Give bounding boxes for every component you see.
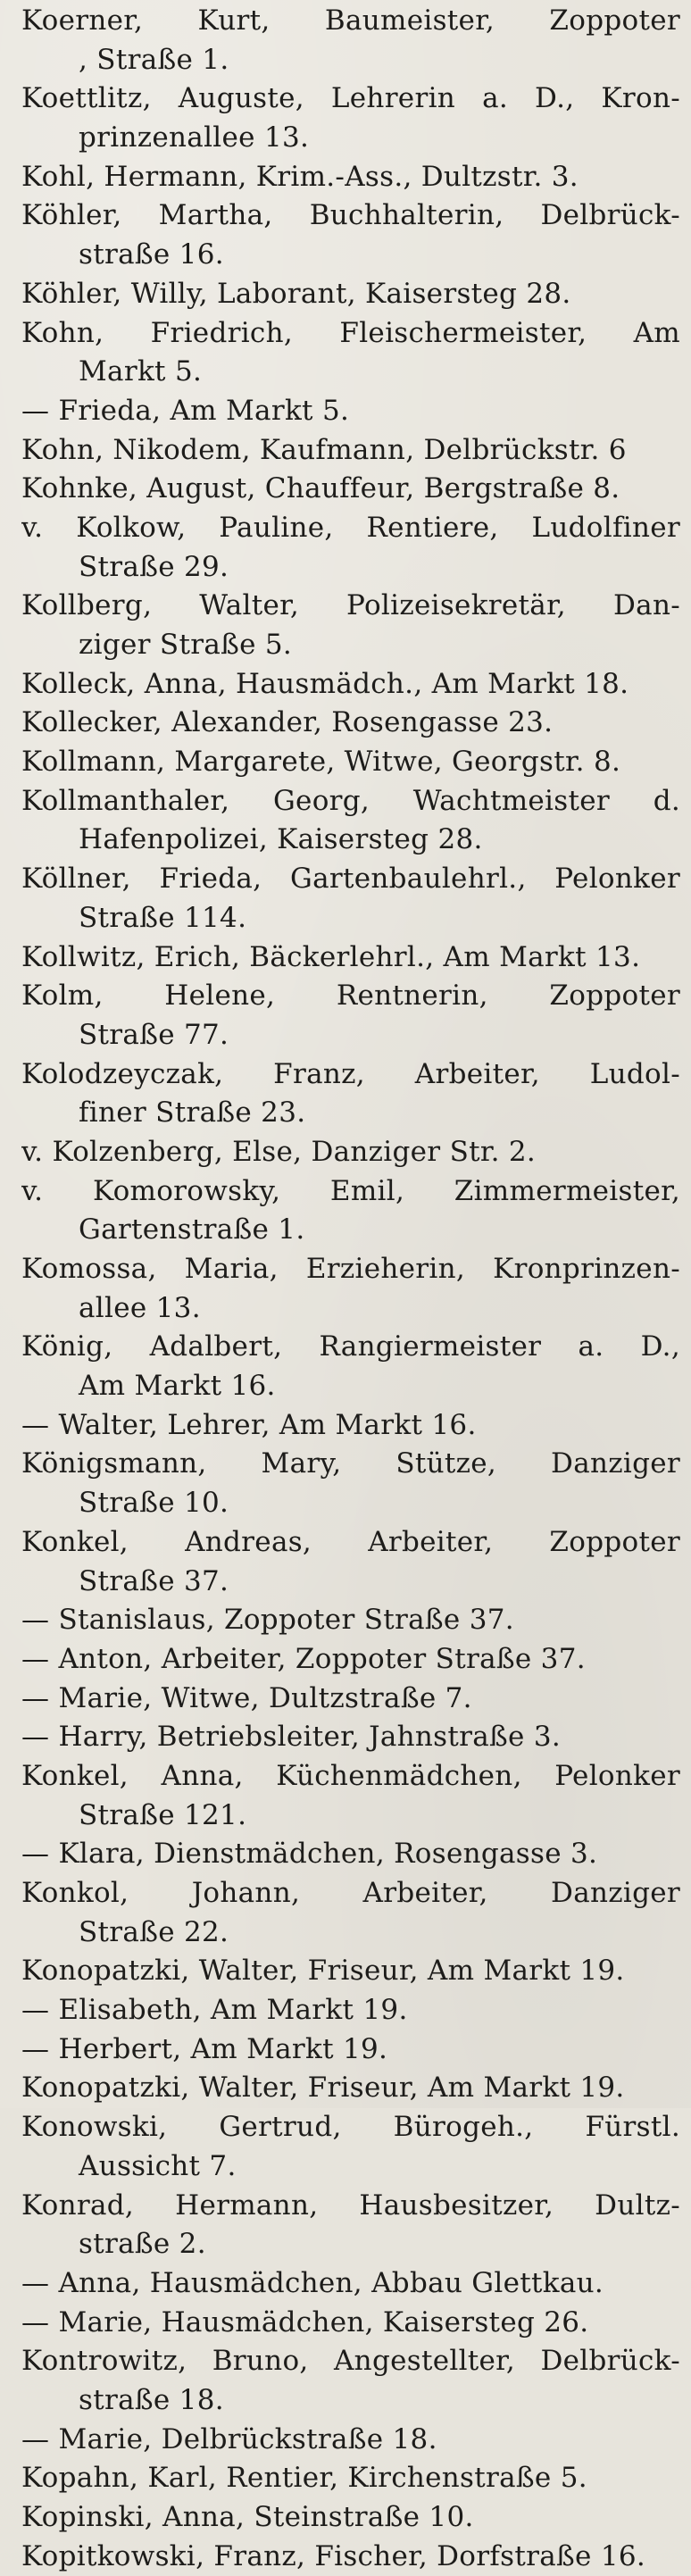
directory-entry: [21, 704, 680, 743]
entry-line: — Harry, Betriebsleiter, Jahnstraße 3.: [21, 1721, 562, 1754]
entry-line: Konopatzki, Walter, Friseur, Am Markt 19.: [21, 1955, 625, 1988]
entry-line: Köhler, Willy, Laborant, Kaisersteg 28.: [21, 277, 571, 310]
entry-line: König, Adalbert, Rangiermeister a. D.,: [21, 1330, 680, 1363]
entry-line: Kollmanthaler, Georg, Wachtmeister d.: [21, 784, 680, 817]
entry-line: Kopahn, Karl, Rentier, Kirchenstraße 5.: [21, 2462, 587, 2495]
entry-line: v. Kolkow, Pauline, Rentiere, Ludolfiner: [21, 511, 680, 544]
entry-continuation-line: straße 16.: [79, 238, 224, 271]
entry-line: v. Kolzenberg, Else, Danziger Str. 2.: [21, 1135, 537, 1168]
directory-entry: [21, 2264, 680, 2304]
entry-continuation-line: finer Straße 23.: [79, 1096, 306, 1130]
directory-entry: [21, 2421, 680, 2460]
directory-entry: [21, 1640, 680, 1680]
entry-line: Kopinski, Anna, Steinstraße 10.: [21, 2501, 474, 2533]
directory-entry: [21, 938, 680, 978]
directory-entry: [21, 2069, 680, 2108]
directory-entry: [21, 2304, 680, 2343]
entry-line: — Marie, Hausmädchen, Kaisersteg 26.: [21, 2305, 589, 2338]
directory-entry: [21, 587, 680, 664]
entry-line: — Walter, Lehrer, Am Markt 16.: [21, 1408, 477, 1441]
entry-line: Köllner, Frieda, Gartenbaulehrl., Pelonker: [21, 863, 680, 896]
directory-entry: [21, 1445, 680, 1522]
entry-line: Koettlitz, Auguste, Lehrerin a. D., Kron-: [21, 82, 680, 115]
directory-entry: [21, 1952, 680, 1991]
directory-entry: [21, 743, 680, 782]
entry-line: Konowski, Gertrud, Bürogeh., Fürstl.: [21, 2111, 680, 2144]
directory-entry: [21, 2459, 680, 2498]
directory-entry: [21, 1601, 680, 1640]
directory-entry: [21, 1328, 680, 1405]
directory-entry: [21, 2342, 680, 2420]
directory-entry: [21, 509, 680, 587]
directory-entry: [21, 2538, 680, 2576]
directory-entry: [21, 275, 680, 314]
entry-continuation-line: prinzenallee 13.: [79, 121, 310, 154]
entry-continuation-line: straße 2.: [79, 2228, 206, 2261]
entry-continuation-line: Hafenpolizei, Kaisersteg 28.: [79, 823, 483, 856]
directory-entry: [21, 1680, 680, 1719]
entry-line: v. Komorowsky, Emil, Zimmermeister,: [21, 1174, 680, 1207]
entry-continuation-line: Straße 77.: [79, 1018, 229, 1051]
entry-line: Königsmann, Mary, Stütze, Danziger: [21, 1447, 680, 1480]
directory-entry: [21, 431, 680, 471]
entry-line: Konkol, Johann, Arbeiter, Danziger: [21, 1877, 680, 1909]
entry-continuation-line: , Straße 1.: [79, 43, 229, 76]
entry-line: Kontrowitz, Bruno, Angestellter, Delbrück-: [21, 2345, 680, 2378]
entry-line: — Anton, Arbeiter, Zoppoter Straße 37.: [21, 1642, 586, 1675]
entry-line: — Klara, Dienstmädchen, Rosengasse 3.: [21, 1838, 598, 1871]
entry-line: Konkel, Andreas, Arbeiter, Zoppoter: [21, 1525, 680, 1558]
directory-entry: [21, 1250, 680, 1328]
directory-entry: [21, 665, 680, 704]
directory-entry: [21, 1835, 680, 1874]
entry-line: Köhler, Martha, Buchhalterin, Delbrück-: [21, 199, 680, 232]
directory-entry: [21, 1406, 680, 1446]
entry-line: Kohl, Hermann, Krim.-Ass., Dultzstr. 3.: [21, 160, 579, 193]
directory-entry: [21, 1991, 680, 2030]
directory-entry: [21, 2, 680, 79]
entry-line: Kohn, Friedrich, Fleischermeister, Am: [21, 316, 680, 349]
entry-line: Koerner, Kurt, Baumeister, Zoppoter: [21, 4, 680, 37]
directory-entry: [21, 860, 680, 938]
entry-continuation-line: allee 13.: [79, 1291, 201, 1324]
entry-line: — Frieda, Am Markt 5.: [21, 394, 350, 427]
entry-line: Konkel, Anna, Küchenmädchen, Pelonker: [21, 1759, 680, 1792]
entry-line: — Herbert, Am Markt 19.: [21, 2032, 388, 2065]
directory-entry: [21, 782, 680, 860]
entry-line: Kolm, Helene, Rentnerin, Zoppoter: [21, 980, 680, 1013]
directory-entry: [21, 1718, 680, 1757]
entry-line: Kollwitz, Erich, Bäckerlehrl., Am Markt 13.: [21, 940, 641, 973]
entry-line: Kohn, Nikodem, Kaufmann, Delbrückstr. 6: [21, 433, 627, 466]
directory-entry-list: [21, 2, 680, 2576]
entry-line: Kollecker, Alexander, Rosengasse 23.: [21, 706, 554, 739]
entry-line: Konrad, Hermann, Hausbesitzer, Dultz-: [21, 2188, 680, 2222]
directory-entry: [21, 1133, 680, 1172]
directory-entry: [21, 79, 680, 157]
directory-entry: [21, 1757, 680, 1835]
entry-continuation-line: Gartenstraße 1.: [79, 1213, 305, 1246]
entry-line: Kolodzeyczak, Franz, Arbeiter, Ludol-: [21, 1057, 680, 1090]
directory-entry: [21, 314, 680, 392]
entry-continuation-line: Markt 5.: [79, 355, 203, 388]
directory-entry: [21, 2187, 680, 2264]
entry-continuation-line: ziger Straße 5.: [79, 629, 293, 661]
entry-continuation-line: Straße 121.: [79, 1798, 247, 1831]
directory-entry: [21, 977, 680, 1055]
entry-line: — Marie, Witwe, Dultzstraße 7.: [21, 1681, 472, 1714]
entry-line: — Anna, Hausmädchen, Abbau Glettkau.: [21, 2266, 604, 2299]
entry-continuation-line: Straße 29.: [79, 550, 229, 583]
entry-continuation-line: Am Markt 16.: [79, 1370, 276, 1403]
entry-line: Kopitkowski, Franz, Fischer, Dorfstraße 16.: [21, 2539, 646, 2572]
entry-line: — Stanislaus, Zoppoter Straße 37.: [21, 1604, 514, 1637]
directory-entry: [21, 2108, 680, 2186]
entry-line: Konopatzki, Walter, Friseur, Am Markt 19.: [21, 2072, 625, 2105]
entry-continuation-line: Straße 114.: [79, 901, 247, 934]
entry-continuation-line: Straße 22.: [79, 1915, 229, 1948]
entry-line: — Marie, Delbrückstraße 18.: [21, 2422, 437, 2455]
directory-entry: [21, 2030, 680, 2070]
directory-entry: [21, 196, 680, 274]
directory-entry: [21, 2498, 680, 2538]
directory-entry: [21, 1055, 680, 1133]
directory-entry: [21, 1874, 680, 1952]
directory-entry: [21, 1172, 680, 1250]
entry-line: Kollmann, Margarete, Witwe, Georgstr. 8.: [21, 746, 621, 779]
directory-entry: [21, 392, 680, 431]
entry-line: — Elisabeth, Am Markt 19.: [21, 1994, 408, 2027]
entry-continuation-line: Aussicht 7.: [79, 2149, 237, 2182]
entry-line: Kohnke, August, Chauffeur, Bergstraße 8.: [21, 472, 620, 505]
directory-entry: [21, 158, 680, 197]
entry-line: Kollberg, Walter, Polizeisekretär, Dan-: [21, 589, 680, 622]
entry-continuation-line: Straße 10.: [79, 1487, 229, 1520]
entry-continuation-line: straße 18.: [79, 2383, 224, 2416]
directory-entry: [21, 470, 680, 509]
entry-line: Kolleck, Anna, Hausmädch., Am Markt 18.: [21, 667, 629, 700]
entry-continuation-line: Straße 37.: [79, 1564, 229, 1597]
entry-line: Komossa, Maria, Erzieherin, Kronprinzen-: [21, 1253, 680, 1285]
directory-entry: [21, 1523, 680, 1601]
